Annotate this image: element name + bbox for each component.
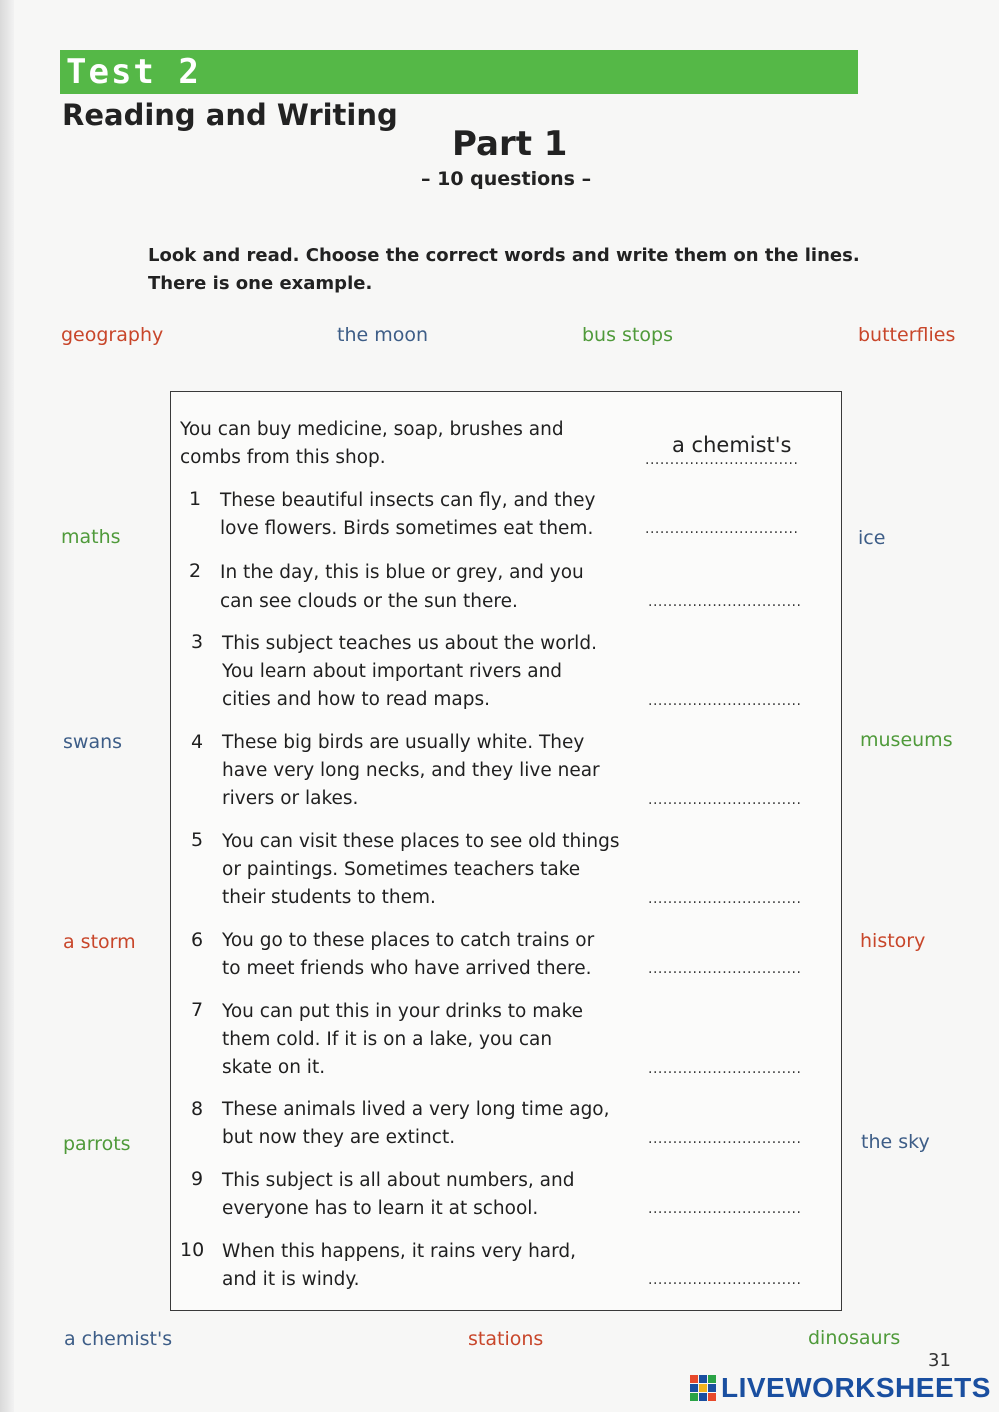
question-line: When this happens, it rains very hard, <box>222 1241 577 1262</box>
word-geography: geography <box>61 324 164 346</box>
question-line: everyone has to learn it at school. <box>222 1198 539 1219</box>
question-line: them cold. If it is on a lake, you can <box>222 1029 553 1050</box>
question-line: to meet friends who have arrived there. <box>222 958 592 979</box>
page-edge-shadow <box>0 0 14 1412</box>
word-ice: ice <box>858 527 886 549</box>
question-number: 5 <box>191 829 204 851</box>
question-line: their students to them. <box>222 887 436 908</box>
answer-field-3[interactable]: ............................... <box>648 693 802 709</box>
question-line: You can visit these places to see old things <box>222 831 620 852</box>
question-line: or paintings. Sometimes teachers take <box>222 859 581 880</box>
word-history: history <box>860 930 926 952</box>
question-number: 9 <box>191 1168 204 1190</box>
question-line: have very long necks, and they live near <box>222 760 600 781</box>
example-line-2: combs from this shop. <box>180 447 386 468</box>
word-the-sky: the sky <box>861 1131 930 1153</box>
question-number: 1 <box>189 488 202 510</box>
question-line: In the day, this is blue or grey, and you <box>220 562 584 583</box>
question-number: 4 <box>191 731 204 753</box>
question-line: This subject teaches us about the world. <box>222 633 597 654</box>
word-dinosaurs: dinosaurs <box>808 1327 901 1349</box>
question-line: These animals lived a very long time ago, <box>222 1099 610 1120</box>
question-line: You go to these places to catch trains or <box>222 930 595 951</box>
answer-field-1[interactable]: ............................... <box>645 521 799 537</box>
question-number: 8 <box>191 1098 204 1120</box>
part-subtitle: – 10 questions – <box>421 168 592 190</box>
logo-text: LIVEWORKSHEETS <box>721 1372 991 1403</box>
example-line-1: You can buy medicine, soap, brushes and <box>180 419 564 440</box>
question-line: love flowers. Birds sometimes eat them. <box>220 518 594 539</box>
word-maths: maths <box>61 526 121 548</box>
liveworksheets-logo[interactable] <box>690 1372 991 1404</box>
instructions: Look and read. Choose the correct words and write them on the lines. There is one example. <box>148 245 860 294</box>
word-parrots: parrots <box>63 1133 131 1155</box>
liveworksheets-logo-icon <box>690 1375 716 1401</box>
question-number: 7 <box>191 999 204 1021</box>
question-line: skate on it. <box>222 1057 326 1078</box>
part-title: Part 1 <box>452 124 568 164</box>
word-a-storm: a storm <box>63 931 136 953</box>
question-number: 2 <box>189 560 202 582</box>
word-museums: museums <box>860 729 953 751</box>
question-line: and it is windy. <box>222 1269 360 1290</box>
question-line: You can put this in your drinks to make <box>222 1001 584 1022</box>
answer-field-8[interactable]: ............................... <box>648 1131 802 1147</box>
question-number: 10 <box>180 1239 205 1261</box>
question-line: but now they are extinct. <box>222 1127 456 1148</box>
answer-field-10[interactable]: ............................... <box>648 1272 802 1288</box>
word-butterflies: butterflies <box>858 324 956 346</box>
word-swans: swans <box>63 731 123 753</box>
question-line: cities and how to read maps. <box>222 689 490 710</box>
question-line: can see clouds or the sun there. <box>220 591 518 612</box>
question-line: This subject is all about numbers, and <box>222 1170 575 1191</box>
question-line: rivers or lakes. <box>222 788 359 809</box>
answer-field-7[interactable]: ............................... <box>648 1061 802 1077</box>
answer-field-2[interactable]: ............................... <box>648 594 802 610</box>
word-the-moon: the moon <box>337 324 429 346</box>
word-stations: stations <box>468 1328 544 1350</box>
question-number: 3 <box>191 631 204 653</box>
question-number: 6 <box>191 929 204 951</box>
answer-field-6[interactable]: ............................... <box>648 961 802 977</box>
page-number: 31 <box>928 1350 951 1371</box>
answer-field-9[interactable]: ............................... <box>648 1201 802 1217</box>
question-line: These big birds are usually white. They <box>222 732 585 753</box>
word-a-chemists: a chemist's <box>64 1328 173 1350</box>
answer-field-4[interactable]: ............................... <box>648 792 802 808</box>
section-title: Reading and Writing <box>62 98 398 132</box>
question-line: You learn about important rivers and <box>222 661 563 682</box>
example-answer-line: ............................... <box>645 452 799 468</box>
answer-field-5[interactable]: ............................... <box>648 891 802 907</box>
example-answer: a chemist's <box>672 433 792 457</box>
word-bus-stops: bus stops <box>582 324 673 346</box>
test-title: Test 2 <box>66 52 201 92</box>
question-line: These beautiful insects can fly, and they <box>220 490 596 511</box>
